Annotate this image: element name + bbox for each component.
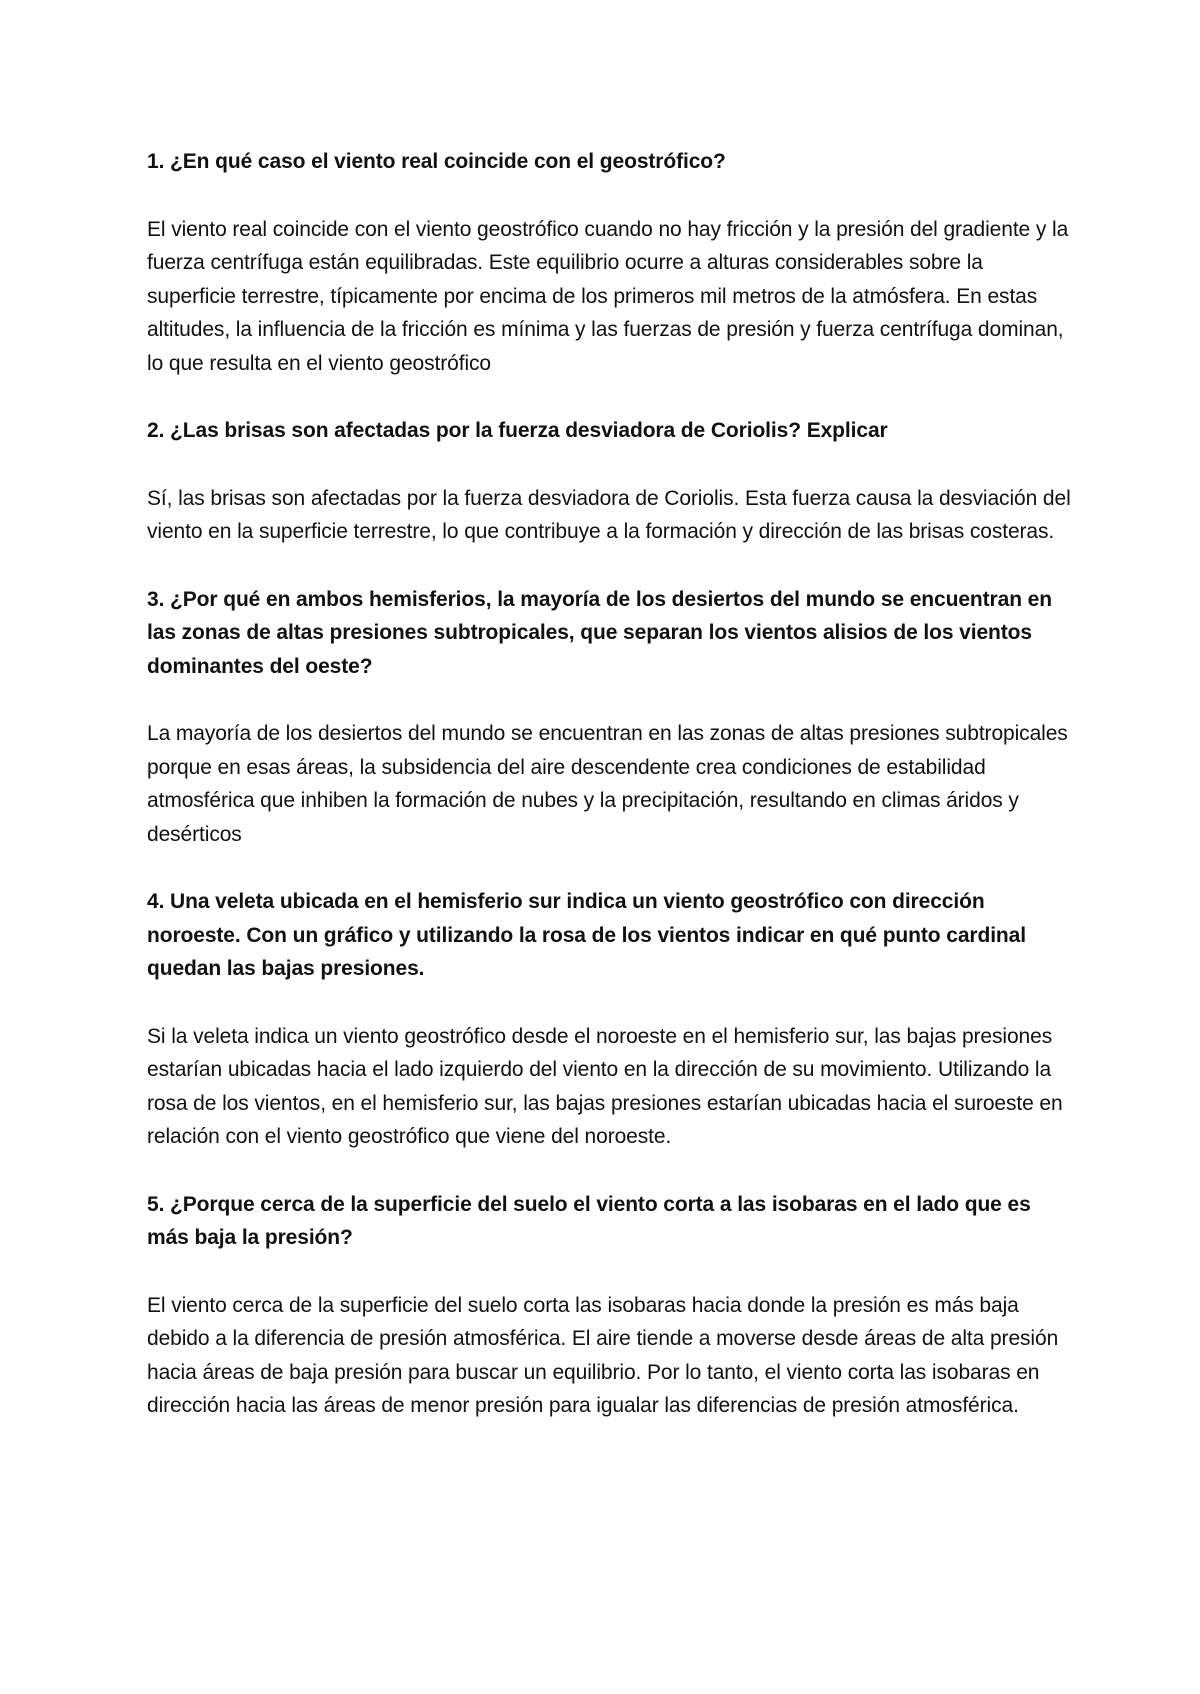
question-2: 2. ¿Las brisas son afectadas por la fuerza desviadora de Coriolis? Explicar xyxy=(147,419,888,442)
answer-5: El viento cerca de la superficie del suelo corta las isobaras hacia donde la presión es más baja debido a la diferencia de presión atmosférica. El aire tiende a moverse desde áreas de alta presión hacia áreas de baja presión para buscar un equilibrio. Por lo tanto, el viento corta las isobaras en dirección hacia las áreas de menor presión para igualar las diferencias de presión atmosférica. xyxy=(147,1293,1059,1417)
qa-item-2 xyxy=(147,414,1077,549)
qa-item-5 xyxy=(147,1188,1077,1423)
answer-3: La mayoría de los desiertos del mundo se encuentran en las zonas de altas presiones subtropicales porque en esas áreas, la subsidencia del aire descendente crea condiciones de estabilidad atmosférica que inhiben la formación de nubes y la precipitación, resultando en climas áridos y desérticos xyxy=(147,722,1068,846)
qa-item-3 xyxy=(147,583,1077,852)
answer-1: El viento real coincide con el viento geostrófico cuando no hay fricción y la presión del gradiente y la fuerza centrífuga están equilibradas. Este equilibrio ocurre a alturas considerables sobre la superficie terrestre, típicamente por encima de los primeros mil metros de la atmósfera. En estas altitudes, la influencia de la fricción es mínima y las fuerzas de presión y fuerza centrífuga dominan, lo que resulta en el viento geostrófico xyxy=(147,217,1069,375)
question-5: 5. ¿Porque cerca de la superficie del suelo el viento corta a las isobaras en el lado que es más baja la presión? xyxy=(147,1192,1031,1249)
question-1: 1. ¿En qué caso el viento real coincide con el geostrófico? xyxy=(147,150,726,173)
qa-item-1 xyxy=(147,145,1077,380)
question-4: 4. Una veleta ubicada en el hemisferio sur indica un viento geostrófico con dirección noroeste. Con un gráfico y utilizando la rosa de los vientos indicar en qué punto cardinal quedan las bajas presiones. xyxy=(147,890,1026,980)
answer-2: Sí, las brisas son afectadas por la fuerza desviadora de Coriolis. Esta fuerza causa la desviación del viento en la superficie terrestre, lo que contribuye a la formación y dirección de las brisas costeras. xyxy=(147,486,1071,543)
document-body xyxy=(147,145,1077,1457)
answer-4: Si la veleta indica un viento geostrófico desde el noroeste en el hemisferio sur, las bajas presiones estarían ubicadas hacia el lado izquierdo del viento en la dirección de su movimiento. Utilizando la rosa de los vientos, en el hemisferio sur, las bajas presiones estarían ubicadas hacia el suroeste en relación con el viento geostrófico que viene del noroeste. xyxy=(147,1024,1063,1148)
question-3: 3. ¿Por qué en ambos hemisferios, la mayoría de los desiertos del mundo se encuentran en las zonas de altas presiones subtropicales, que separan los vientos alisios de los vientos dominantes del oeste? xyxy=(147,587,1052,678)
qa-item-4 xyxy=(147,885,1077,1154)
